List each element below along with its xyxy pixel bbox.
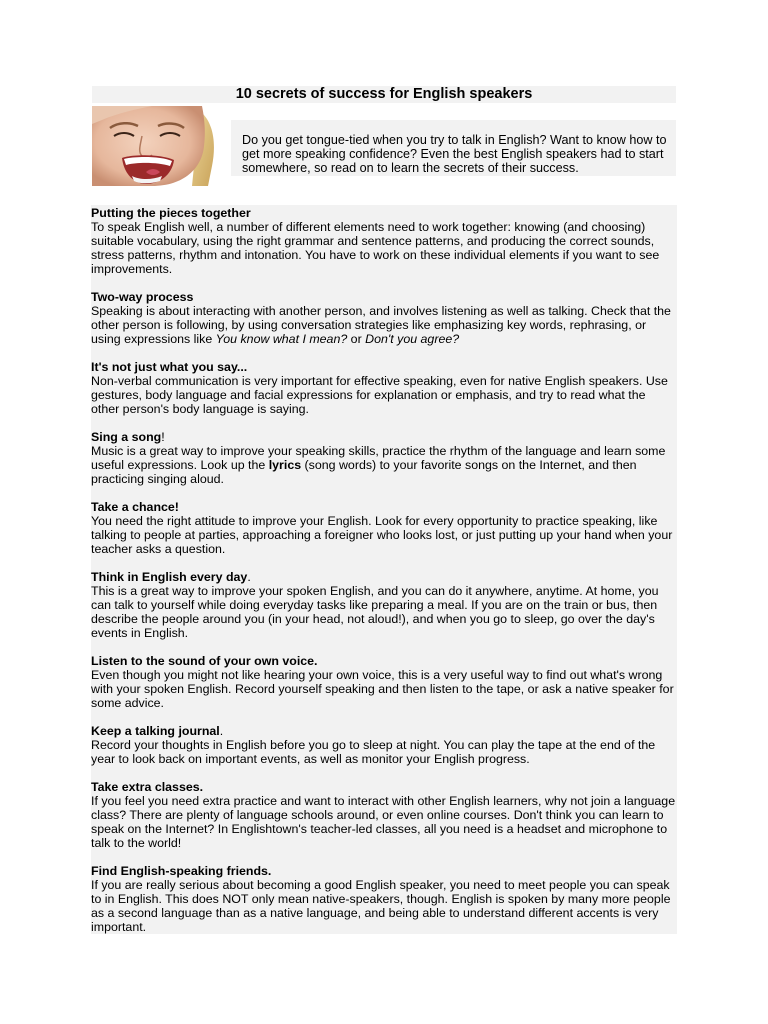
- tip-6-heading: Think in English every day.: [91, 570, 251, 584]
- laughing-woman-photo: [92, 106, 230, 186]
- intro-text: Do you get tongue-tied when you try to talk in English? Want to know how to get more speaking confidence? Even the best English speakers had to start somewhere, so read on to learn the secrets of their success.: [242, 133, 667, 175]
- tip-1-body: To speak English well, a number of different elements need to work together: knowing (and choosing) suitable vocabulary, using the right grammar and sentence patterns, and producing the correct sounds, stress patterns, rhythm and intonation. You have to work on these individual elements if you want to see improvements.: [91, 220, 660, 276]
- title-bar: [92, 86, 676, 103]
- tip-2-body: Speaking is about interacting with another person, and involves listening as well as talking. Check that the other person is following, by using conversation strategies like emphasizing key words, rephrasing, or using expressions like You know what I mean? or Don't you agree?: [91, 304, 671, 346]
- tip-10-heading: Find English-speaking friends.: [91, 864, 272, 878]
- tip-8-body: Record your thoughts in English before you go to sleep at night. You can play the tape at the end of the year to look back on important events, as well as monitor your English progress.: [91, 738, 656, 766]
- tip-3-body: Non-verbal communication is very important for effective speaking, even for native English speakers. Use gestures, body language and facial expressions for explanation or emphasis, and try to read what the other person's body language is saying.: [91, 374, 668, 416]
- tip-9-body: If you feel you need extra practice and want to interact with other English learners, why not join a language class? There are plenty of language schools around, or even online courses. Don't think you can learn to speak on the Internet? In Englishtown's teacher-led classes, all you need is a headset and microphone to talk to the world!: [91, 794, 676, 850]
- tips-content: [91, 205, 677, 934]
- tip-5-body: You need the right attitude to improve your English. Look for every opportunity to practice speaking, like talking to people at parties, approaching a foreigner who looks lost, or just putting up your hand when your teacher asks a question.: [91, 514, 673, 556]
- tip-9-heading: Take extra classes.: [91, 780, 204, 794]
- laughing-woman-image: [92, 106, 230, 186]
- tip-4: [91, 430, 677, 486]
- tip-4-heading: Sing a song!: [91, 430, 165, 444]
- tip-1: [91, 206, 677, 276]
- tip-5-heading: Take a chance!: [91, 500, 179, 514]
- tip-8-heading: Keep a talking journal.: [91, 724, 224, 738]
- tip-2: [91, 290, 677, 346]
- tip-1-heading: Putting the pieces together: [91, 206, 251, 220]
- tip-7-body: Even though you might not like hearing your own voice, this is a very useful way to find out what's wrong with your spoken English. Record yourself speaking and then listen to the tape, or ask a native speaker for some advice.: [91, 668, 674, 710]
- tip-6: [91, 570, 677, 640]
- tip-3-heading: It's not just what you say...: [91, 360, 248, 374]
- intro-box: [231, 120, 676, 176]
- tip-5: [91, 500, 677, 556]
- tip-9: [91, 780, 677, 850]
- page-title: 10 secrets of success for English speakers: [235, 86, 533, 102]
- tip-6-body: This is a great way to improve your spoken English, and you can do it anywhere, anytime. At home, you can talk to yourself while doing everyday tasks like preparing a meal. If you are on the train or bus, then describe the people around you (in your head, not aloud!), and when you go to sleep, go over the day's events in English.: [91, 584, 659, 640]
- tip-8: [91, 724, 677, 766]
- tip-3: [91, 360, 677, 416]
- tip-2-heading: Two-way process: [91, 290, 194, 304]
- tip-10-body: If you are really serious about becoming a good English speaker, you need to meet people you can speak to in English. This does NOT only mean native-speakers, though. English is spoken by many more people as a second language than as a native language, and being able to understand different accents is very important.: [91, 878, 671, 934]
- tip-4-body: Music is a great way to improve your speaking skills, practice the rhythm of the language and learn some useful expressions. Look up the lyrics (song words) to your favorite songs on the Internet, and then practicing singing aloud.: [91, 444, 666, 486]
- tip-10: [91, 864, 677, 934]
- tip-7: [91, 654, 677, 710]
- tip-7-heading: Listen to the sound of your own voice.: [91, 654, 318, 668]
